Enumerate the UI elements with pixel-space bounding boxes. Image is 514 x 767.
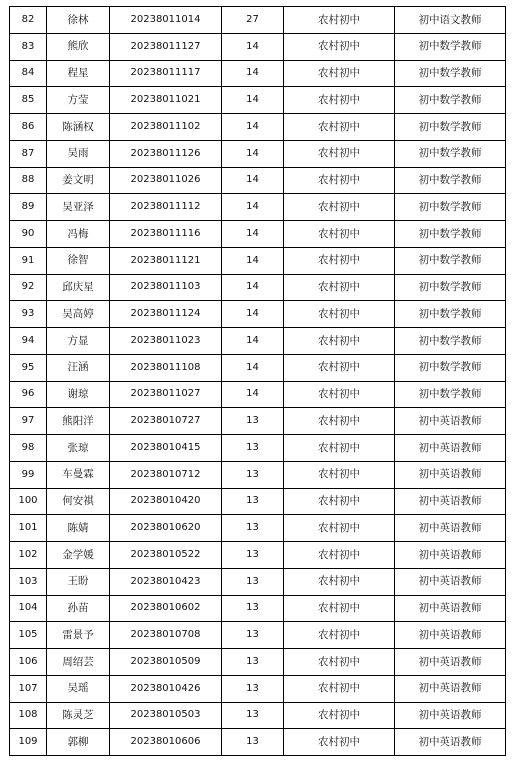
- table-row: [10, 729, 506, 756]
- serial-number-cell: 89: [10, 194, 47, 221]
- score-cell: 13: [222, 595, 284, 622]
- serial-number-cell: 104: [10, 595, 47, 622]
- school-type-cell: 农村初中: [284, 515, 395, 542]
- table-row: [10, 328, 506, 355]
- table-row: [10, 461, 506, 488]
- exam-id-cell: 20238010522: [110, 542, 222, 569]
- score-cell: 27: [222, 7, 284, 34]
- score-cell: 14: [222, 328, 284, 355]
- table-row: [10, 515, 506, 542]
- score-cell: 13: [222, 622, 284, 649]
- serial-number-cell: 88: [10, 167, 47, 194]
- score-cell: 13: [222, 542, 284, 569]
- school-type-cell: 农村初中: [284, 114, 395, 141]
- score-cell: 14: [222, 167, 284, 194]
- serial-number-cell: 102: [10, 542, 47, 569]
- position-cell: 初中数学教师: [395, 221, 506, 248]
- candidate-name-cell: 方显: [47, 328, 110, 355]
- exam-id-cell: 20238010727: [110, 408, 222, 435]
- exam-id-cell: 20238011021: [110, 87, 222, 114]
- score-cell: 14: [222, 33, 284, 60]
- candidate-table-body: [10, 7, 506, 756]
- exam-id-cell: 20238011124: [110, 301, 222, 328]
- school-type-cell: 农村初中: [284, 274, 395, 301]
- school-type-cell: 农村初中: [284, 328, 395, 355]
- table-row: [10, 7, 506, 34]
- candidate-table: [9, 6, 506, 756]
- serial-number-cell: 83: [10, 33, 47, 60]
- table-row: [10, 301, 506, 328]
- score-cell: 13: [222, 488, 284, 515]
- school-type-cell: 农村初中: [284, 194, 395, 221]
- position-cell: 初中语文教师: [395, 7, 506, 34]
- candidate-name-cell: 陈灵芝: [47, 702, 110, 729]
- school-type-cell: 农村初中: [284, 301, 395, 328]
- school-type-cell: 农村初中: [284, 60, 395, 87]
- score-cell: 14: [222, 381, 284, 408]
- serial-number-cell: 100: [10, 488, 47, 515]
- exam-id-cell: 20238011112: [110, 194, 222, 221]
- table-row: [10, 622, 506, 649]
- score-cell: 13: [222, 515, 284, 542]
- score-cell: 14: [222, 301, 284, 328]
- serial-number-cell: 105: [10, 622, 47, 649]
- candidate-name-cell: 姜文明: [47, 167, 110, 194]
- exam-id-cell: 20238011027: [110, 381, 222, 408]
- candidate-name-cell: 吴瑶: [47, 675, 110, 702]
- exam-id-cell: 20238010602: [110, 595, 222, 622]
- school-type-cell: 农村初中: [284, 702, 395, 729]
- position-cell: 初中数学教师: [395, 354, 506, 381]
- serial-number-cell: 99: [10, 461, 47, 488]
- score-cell: 14: [222, 114, 284, 141]
- candidate-name-cell: 雷景予: [47, 622, 110, 649]
- score-cell: 14: [222, 354, 284, 381]
- table-row: [10, 140, 506, 167]
- school-type-cell: 农村初中: [284, 568, 395, 595]
- table-row: [10, 408, 506, 435]
- table-row: [10, 675, 506, 702]
- school-type-cell: 农村初中: [284, 167, 395, 194]
- table-row: [10, 33, 506, 60]
- table-row: [10, 595, 506, 622]
- score-cell: 14: [222, 140, 284, 167]
- serial-number-cell: 95: [10, 354, 47, 381]
- candidate-name-cell: 王盼: [47, 568, 110, 595]
- school-type-cell: 农村初中: [284, 33, 395, 60]
- exam-id-cell: 20238011121: [110, 247, 222, 274]
- table-row: [10, 221, 506, 248]
- position-cell: 初中英语教师: [395, 542, 506, 569]
- school-type-cell: 农村初中: [284, 461, 395, 488]
- candidate-name-cell: 吴雨: [47, 140, 110, 167]
- score-cell: 13: [222, 461, 284, 488]
- serial-number-cell: 90: [10, 221, 47, 248]
- position-cell: 初中英语教师: [395, 649, 506, 676]
- table-row: [10, 114, 506, 141]
- school-type-cell: 农村初中: [284, 247, 395, 274]
- school-type-cell: 农村初中: [284, 542, 395, 569]
- candidate-name-cell: 方莹: [47, 87, 110, 114]
- serial-number-cell: 87: [10, 140, 47, 167]
- position-cell: 初中英语教师: [395, 675, 506, 702]
- serial-number-cell: 85: [10, 87, 47, 114]
- candidate-name-cell: 孙苗: [47, 595, 110, 622]
- exam-id-cell: 20238010503: [110, 702, 222, 729]
- candidate-name-cell: 熊欣: [47, 33, 110, 60]
- exam-id-cell: 20238010426: [110, 675, 222, 702]
- table-row: [10, 649, 506, 676]
- candidate-name-cell: 陈婧: [47, 515, 110, 542]
- serial-number-cell: 91: [10, 247, 47, 274]
- table-row: [10, 488, 506, 515]
- position-cell: 初中数学教师: [395, 247, 506, 274]
- position-cell: 初中英语教师: [395, 408, 506, 435]
- school-type-cell: 农村初中: [284, 729, 395, 756]
- position-cell: 初中数学教师: [395, 87, 506, 114]
- school-type-cell: 农村初中: [284, 595, 395, 622]
- table-row: [10, 194, 506, 221]
- position-cell: 初中英语教师: [395, 435, 506, 462]
- score-cell: 14: [222, 87, 284, 114]
- position-cell: 初中数学教师: [395, 381, 506, 408]
- serial-number-cell: 101: [10, 515, 47, 542]
- table-row: [10, 354, 506, 381]
- serial-number-cell: 98: [10, 435, 47, 462]
- position-cell: 初中英语教师: [395, 622, 506, 649]
- table-row: [10, 274, 506, 301]
- exam-id-cell: 20238010712: [110, 461, 222, 488]
- exam-id-cell: 20238010708: [110, 622, 222, 649]
- position-cell: 初中数学教师: [395, 328, 506, 355]
- table-row: [10, 702, 506, 729]
- position-cell: 初中英语教师: [395, 702, 506, 729]
- candidate-name-cell: 金学媛: [47, 542, 110, 569]
- school-type-cell: 农村初中: [284, 408, 395, 435]
- exam-id-cell: 20238011126: [110, 140, 222, 167]
- position-cell: 初中数学教师: [395, 60, 506, 87]
- serial-number-cell: 92: [10, 274, 47, 301]
- score-cell: 14: [222, 247, 284, 274]
- score-cell: 13: [222, 729, 284, 756]
- serial-number-cell: 84: [10, 60, 47, 87]
- exam-id-cell: 20238011117: [110, 60, 222, 87]
- table-row: [10, 568, 506, 595]
- position-cell: 初中数学教师: [395, 33, 506, 60]
- position-cell: 初中数学教师: [395, 194, 506, 221]
- candidate-name-cell: 汪涵: [47, 354, 110, 381]
- candidate-name-cell: 冯梅: [47, 221, 110, 248]
- score-cell: 13: [222, 702, 284, 729]
- serial-number-cell: 93: [10, 301, 47, 328]
- candidate-name-cell: 陈涵权: [47, 114, 110, 141]
- school-type-cell: 农村初中: [284, 675, 395, 702]
- position-cell: 初中英语教师: [395, 729, 506, 756]
- school-type-cell: 农村初中: [284, 381, 395, 408]
- position-cell: 初中数学教师: [395, 140, 506, 167]
- score-cell: 13: [222, 649, 284, 676]
- table-row: [10, 247, 506, 274]
- score-cell: 14: [222, 60, 284, 87]
- candidate-name-cell: 谢琼: [47, 381, 110, 408]
- exam-id-cell: 20238011023: [110, 328, 222, 355]
- candidate-name-cell: 何安祺: [47, 488, 110, 515]
- table-row: [10, 542, 506, 569]
- serial-number-cell: 106: [10, 649, 47, 676]
- position-cell: 初中数学教师: [395, 301, 506, 328]
- serial-number-cell: 94: [10, 328, 47, 355]
- score-cell: 13: [222, 435, 284, 462]
- serial-number-cell: 103: [10, 568, 47, 595]
- position-cell: 初中英语教师: [395, 568, 506, 595]
- exam-id-cell: 20238011103: [110, 274, 222, 301]
- score-cell: 14: [222, 274, 284, 301]
- school-type-cell: 农村初中: [284, 140, 395, 167]
- serial-number-cell: 82: [10, 7, 47, 34]
- exam-id-cell: 20238011102: [110, 114, 222, 141]
- serial-number-cell: 107: [10, 675, 47, 702]
- school-type-cell: 农村初中: [284, 87, 395, 114]
- exam-id-cell: 20238010509: [110, 649, 222, 676]
- candidate-name-cell: 熊阳洋: [47, 408, 110, 435]
- school-type-cell: 农村初中: [284, 435, 395, 462]
- position-cell: 初中英语教师: [395, 461, 506, 488]
- table-row: [10, 87, 506, 114]
- school-type-cell: 农村初中: [284, 649, 395, 676]
- table-row: [10, 60, 506, 87]
- serial-number-cell: 96: [10, 381, 47, 408]
- school-type-cell: 农村初中: [284, 7, 395, 34]
- position-cell: 初中英语教师: [395, 595, 506, 622]
- exam-id-cell: 20238010606: [110, 729, 222, 756]
- exam-id-cell: 20238010415: [110, 435, 222, 462]
- exam-id-cell: 20238011127: [110, 33, 222, 60]
- table-row: [10, 381, 506, 408]
- school-type-cell: 农村初中: [284, 488, 395, 515]
- score-cell: 13: [222, 568, 284, 595]
- candidate-name-cell: 张琼: [47, 435, 110, 462]
- score-cell: 14: [222, 221, 284, 248]
- score-cell: 14: [222, 194, 284, 221]
- position-cell: 初中英语教师: [395, 488, 506, 515]
- table-row: [10, 435, 506, 462]
- exam-id-cell: 20238010620: [110, 515, 222, 542]
- score-cell: 13: [222, 408, 284, 435]
- school-type-cell: 农村初中: [284, 354, 395, 381]
- candidate-name-cell: 吴高婷: [47, 301, 110, 328]
- exam-id-cell: 20238011026: [110, 167, 222, 194]
- school-type-cell: 农村初中: [284, 622, 395, 649]
- position-cell: 初中数学教师: [395, 167, 506, 194]
- exam-id-cell: 20238011116: [110, 221, 222, 248]
- serial-number-cell: 108: [10, 702, 47, 729]
- candidate-name-cell: 周绍芸: [47, 649, 110, 676]
- position-cell: 初中英语教师: [395, 515, 506, 542]
- serial-number-cell: 109: [10, 729, 47, 756]
- table-row: [10, 167, 506, 194]
- candidate-name-cell: 车曼霖: [47, 461, 110, 488]
- candidate-name-cell: 徐林: [47, 7, 110, 34]
- position-cell: 初中数学教师: [395, 114, 506, 141]
- serial-number-cell: 97: [10, 408, 47, 435]
- exam-id-cell: 20238011014: [110, 7, 222, 34]
- candidate-name-cell: 徐智: [47, 247, 110, 274]
- candidate-name-cell: 邱庆星: [47, 274, 110, 301]
- exam-id-cell: 20238010423: [110, 568, 222, 595]
- position-cell: 初中数学教师: [395, 274, 506, 301]
- exam-id-cell: 20238010420: [110, 488, 222, 515]
- exam-id-cell: 20238011108: [110, 354, 222, 381]
- school-type-cell: 农村初中: [284, 221, 395, 248]
- serial-number-cell: 86: [10, 114, 47, 141]
- score-cell: 13: [222, 675, 284, 702]
- candidate-name-cell: 程星: [47, 60, 110, 87]
- candidate-name-cell: 郭柳: [47, 729, 110, 756]
- candidate-name-cell: 吴亚泽: [47, 194, 110, 221]
